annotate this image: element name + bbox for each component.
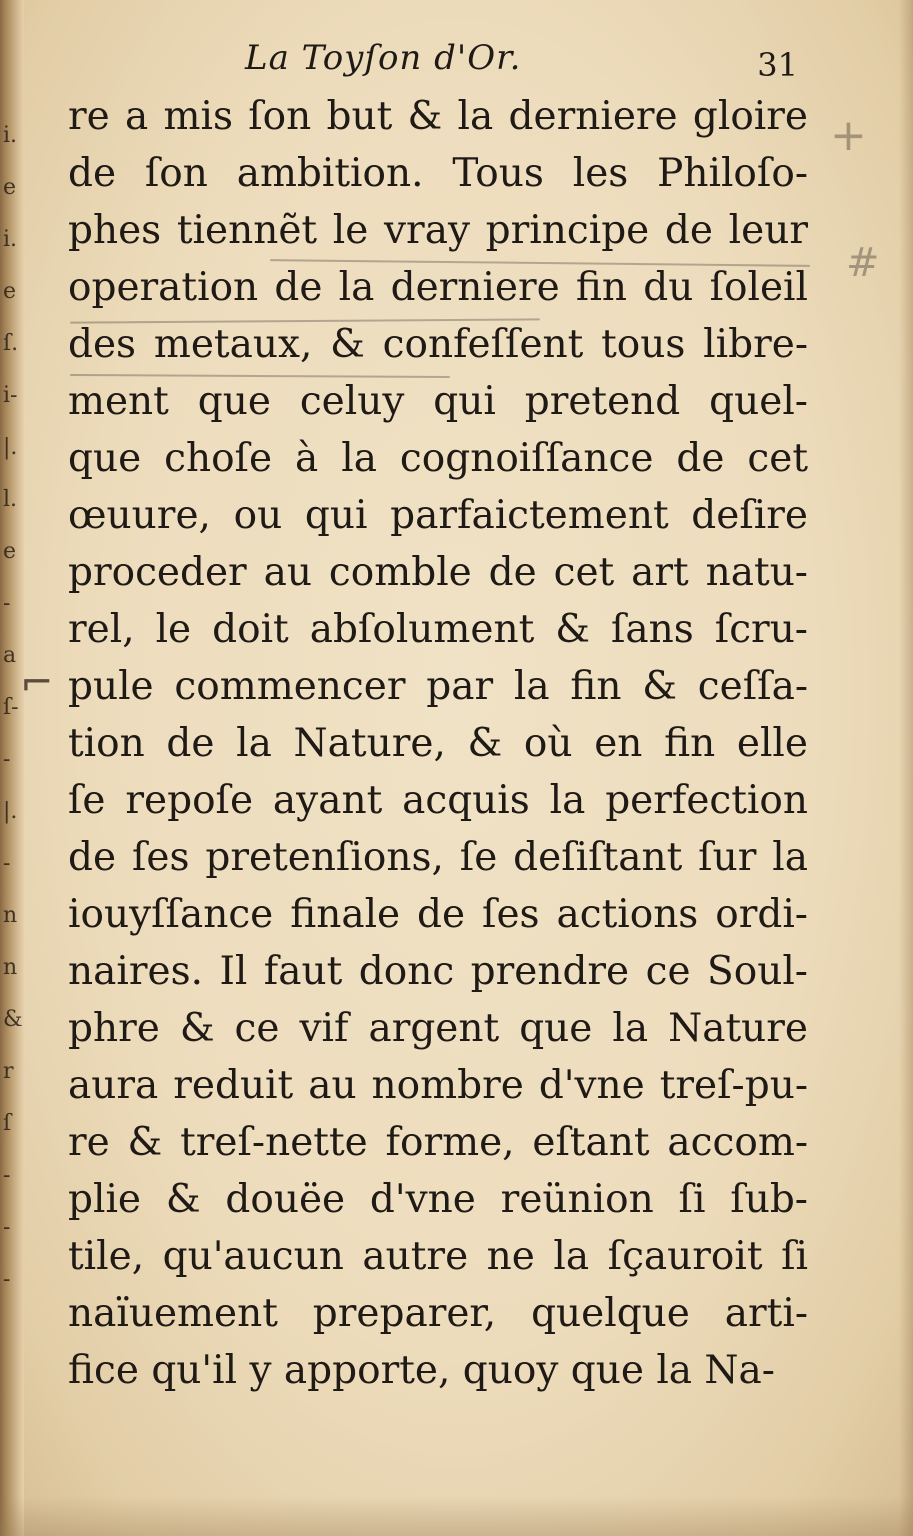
text-line: fice qu'il y apporte, quoy que la Na- [68, 1348, 775, 1393]
text-line: iouyſſance finale de ſes actions ordi- [68, 892, 808, 937]
pencil-margin-mark: # [846, 240, 880, 286]
pencil-margin-mark: + [830, 110, 867, 161]
pencil-margin-mark: ⌐ [20, 660, 54, 706]
text-line: re a mis ſon but & la derniere gloire [68, 94, 808, 139]
text-line: phes tiennẽt le vray principe de leur [68, 208, 808, 253]
text-line: tion de la Nature, & où en fin elle [68, 721, 808, 766]
page-body-text [68, 88, 808, 1399]
page-right-edge-shadow [899, 0, 913, 1536]
text-line: de ſon ambition. Tous les Philoſo- [68, 151, 808, 196]
facing-page-text-fragments: i. e i. e ſ. i- |. l. e - a ſ- - |. - n n & r ſ - - - [3, 123, 23, 1292]
text-line: phre & ce vif argent que la Nature [68, 1006, 808, 1051]
text-line: des metaux, & confeſſent tous libre- [68, 322, 808, 367]
text-line: œuure, ou qui parfaictement deſire [68, 493, 808, 538]
page-number: 31 [757, 46, 798, 84]
text-line: re & treſ-nette forme, eſtant accom- [68, 1120, 808, 1165]
text-line: naïuement preparer, quelque arti- [68, 1291, 808, 1336]
facing-page-edge [0, 0, 24, 1536]
page-bottom-edge-shadow [0, 1496, 913, 1536]
text-line: operation de la derniere fin du ſoleil [68, 265, 808, 310]
text-line: aura reduit au nombre d'vne treſ-pu- [68, 1063, 808, 1108]
running-title: La Toyſon d'Or. [245, 38, 522, 78]
text-line: naires. Il faut donc prendre ce Soul- [68, 949, 808, 994]
text-line: pule commencer par la fin & ceſſa- [68, 664, 808, 709]
text-line: plie & douëe d'vne reünion ſi ſub- [68, 1177, 808, 1222]
text-line: proceder au comble de cet art natu- [68, 550, 808, 595]
text-line: tile, qu'aucun autre ne la ſçauroit ſi [68, 1234, 808, 1279]
text-line: ment que celuy qui pretend quel- [68, 379, 808, 424]
text-line: de ſes pretenſions, ſe deſiſtant ſur la [68, 835, 808, 880]
text-line: rel, le doit abſolument & ſans ſcru- [68, 607, 808, 652]
text-line: que choſe à la cognoiſſance de cet [68, 436, 808, 481]
page-header [70, 38, 800, 88]
text-line: ſe repoſe ayant acquis la perfection [68, 778, 808, 823]
